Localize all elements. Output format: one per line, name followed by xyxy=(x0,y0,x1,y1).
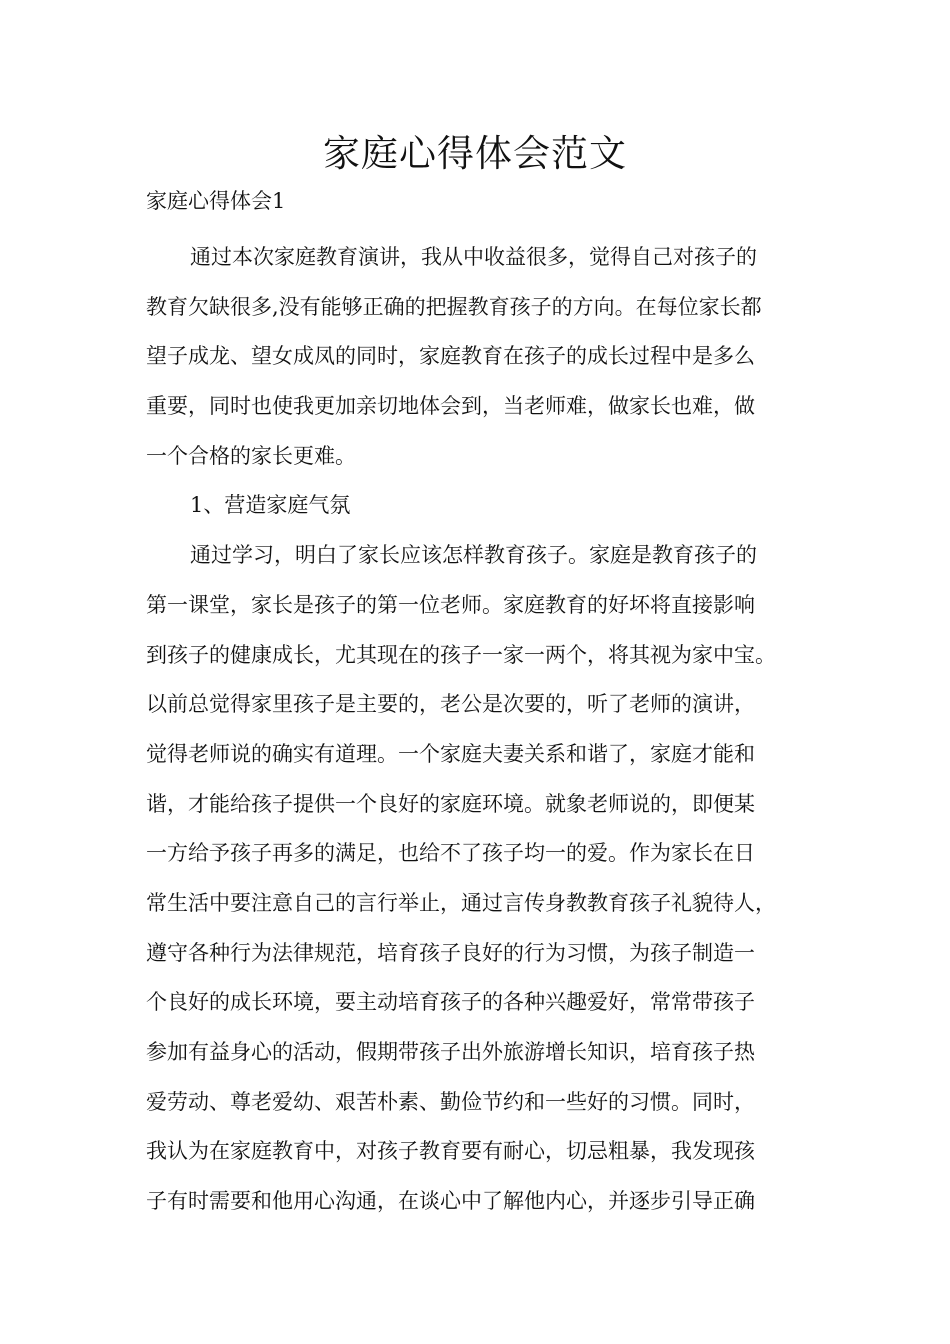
paragraph-line: 通过本次家庭教育演讲，我从中收益很多，觉得自己对孩子的 xyxy=(190,245,757,269)
paragraph-line: 第一课堂，家长是孩子的第一位老师。家庭教育的好坏将直接影响 xyxy=(146,592,755,617)
paragraph-line: 到孩子的健康成长，尤其现在的孩子一家一两个，将其视为家中宝。 xyxy=(146,642,776,667)
document-title: 家庭心得体会范文 xyxy=(323,132,627,175)
paragraph-line: 通过学习，明白了家长应该怎样教育孩子。家庭是教育孩子的 xyxy=(190,543,757,568)
paragraph-line: 以前总觉得家里孩子是主要的，老公是次要的，听了老师的演讲， xyxy=(146,692,755,717)
paragraph-line: 参加有益身心的活动，假期带孩子出外旅游增长知识，培育孩子热 xyxy=(146,1040,755,1064)
paragraph-line: 觉得老师说的确实有道理。一个家庭夫妻关系和谐了，家庭才能和 xyxy=(146,741,755,766)
paragraph-line: 教育欠缺很多,没有能够正确的把握教育孩子的方向。在每位家长都 xyxy=(146,294,762,319)
paragraph-line: 一方给予孩子再多的满足，也给不了孩子均一的爱。作为家长在日 xyxy=(146,841,755,866)
paragraph-line: 望子成龙、望女成凤的同时，家庭教育在孩子的成长过程中是多么 xyxy=(146,344,755,369)
section-heading: 家庭心得体会1 xyxy=(146,189,286,213)
subheading-line: 1、营造家庭气氛 xyxy=(190,493,351,518)
document-body xyxy=(146,233,826,1227)
paragraph-line: 一个合格的家长更难。 xyxy=(146,443,356,468)
paragraph-line: 个良好的成长环境，要主动培育孩子的各种兴趣爱好，常常带孩子 xyxy=(146,990,755,1015)
paragraph-line: 重要，同时也使我更加亲切地体会到，当老师难，做家长也难，做 xyxy=(146,394,755,419)
paragraph-line: 常生活中要注意自己的言行举止，通过言传身教教育孩子礼貌待人， xyxy=(146,890,776,915)
paragraph-line: 爱劳动、尊老爱幼、艰苦朴素、勤俭节约和一些好的习惯。同时， xyxy=(146,1089,755,1114)
paragraph-line: 子有时需要和他用心沟通，在谈心中了解他内心，并逐步引导正确 xyxy=(146,1189,755,1214)
paragraph-line: 我认为在家庭教育中，对孩子教育要有耐心，切忌粗暴，我发现孩 xyxy=(146,1139,755,1164)
paragraph-line: 遵守各种行为法律规范，培育孩子良好的行为习惯，为孩子制造一 xyxy=(146,940,755,965)
paragraph-line: 谐，才能给孩子提供一个良好的家庭环境。就象老师说的，即便某 xyxy=(146,791,755,816)
